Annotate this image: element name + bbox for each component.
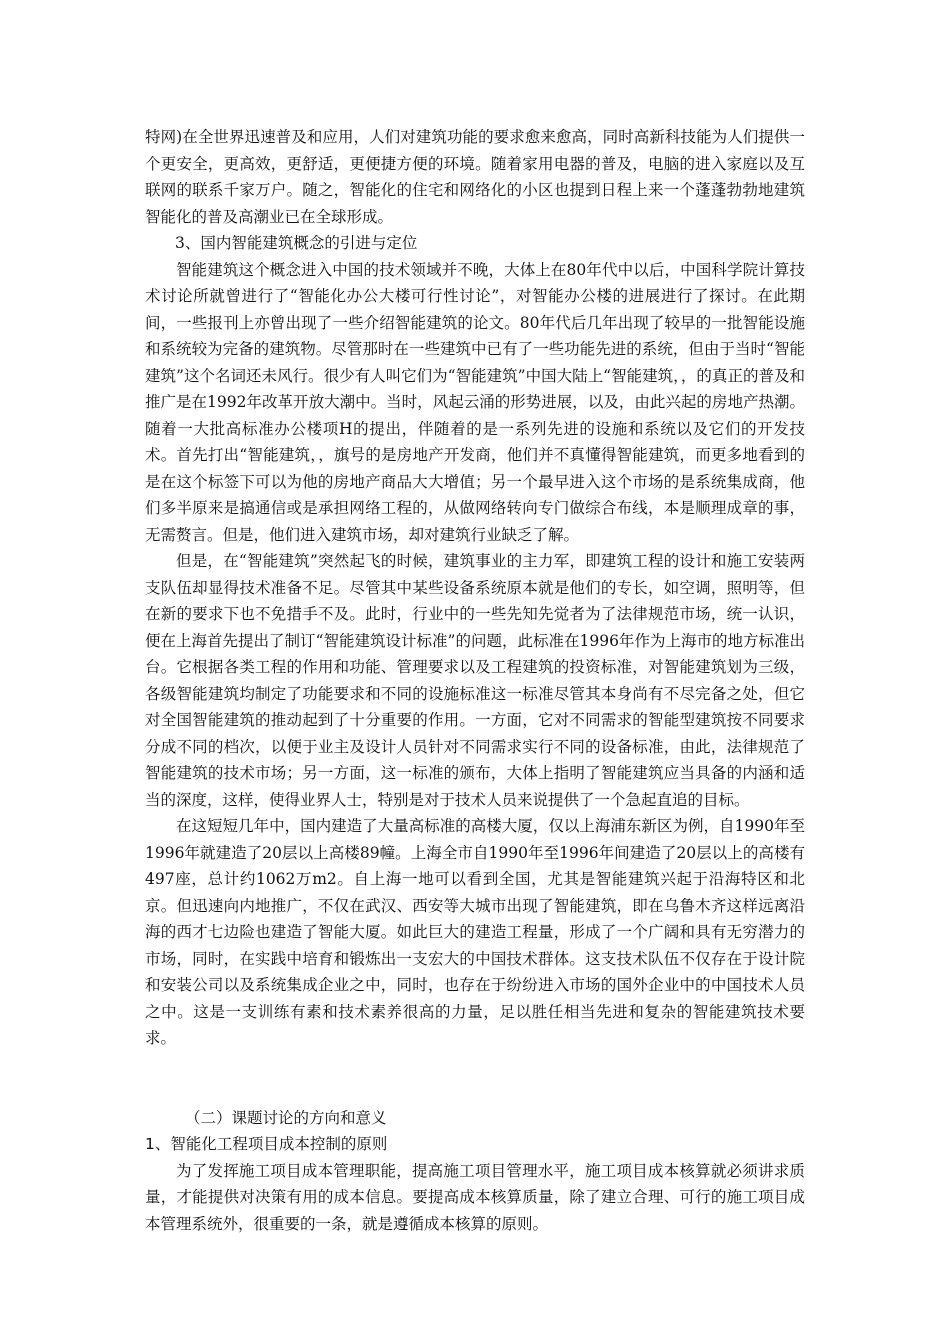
section-spacer	[145, 1052, 805, 1105]
paragraph-intro-continuation: 特网)在全世界迅速普及和应用，人们对建筑功能的要求愈来愈高，同时高新科技能为人们提供一个更安全，更高效，更舒适，更便捷方便的环境。随着家用电器的普及，电脑的进入家庭以及互联网的联系千家万户。随之，智能化的住宅和网络化的小区也提到日程上来一个蓬蓬勃勃地建筑智能化的普及高潮业已在全球形成。	[145, 128, 805, 226]
paragraph-concept-introduction: 智能建筑这个概念进入中国的技术领域并不晚，大体上在80年代中以后，中国科学院计算技术讨论所就曾进行了“智能化办公大楼可行性讨论”，对智能办公楼的进展进行了探讨。在此期间，一些报刊上亦曾出现了一些介绍智能建筑的论文。80年代后几年出现了较早的一批智能设施和系统较为完备的建筑物。尽管那时在一些建筑中已有了一些功能先进的系统，但由于当时“智能建筑”这个名词还未风行。很少有人叫它们为“智能建筑”中国大陆上“智能建筑，，的真正的普及和推广是在1992年改革开放大潮中。当时，风起云涌的形势进展，以及，由此兴起的房地产热潮。随着一大批高标准办公楼项H的提出，伴随着的是一系列先进的设施和系统以及它们的开发技术。首先打出“智能建筑，，旗号的是房地产开发商，他们并不真懂得智能建筑，而更多地看到的是在这个标签下可以为他的房地产商品大大增值；另一个最早进入这个市场的是系统集成商，他们多半原来是搞通信或是承担网络工程的，从做网络转向专门做综合布线，本是顺理成章的事，无需赘言。但是，他们进入建筑市场，却对建筑行业缺乏了解。	[145, 260, 805, 544]
heading-cost-control-principles: 1、智能化工程项目成本控制的原则	[145, 1135, 388, 1153]
heading-domestic-intelligent-building: 3、国内智能建筑概念的引进与定位	[175, 234, 418, 252]
paragraph-design-standard: 但是，在“智能建筑”突然起飞的时候，建筑事业的主力军，即建筑工程的设计和施工安装两支队伍却显得技术准备不足。尽管其中某些设备系统原本就是他们的专长，如空调，照明等，但在新的要求下也不免措手不及。此时，行业中的一些先知先觉者为了法律规范市场，统一认识，便在上海首先提出了制订“智能建筑设计标准”的问题，此标准在1996年作为上海市的地方标准出台。它根据各类工程的作用和功能、管理要求以及工程建筑的投资标准，对智能建筑划为三级，各级智能建筑均制定了功能要求和不同的设施标准这一标准尽管其本身尚有不尽完备之处，但它对全国智能建筑的推动起到了十分重要的作用。一方面，它对不同需求的智能型建筑按不同要求分成不同的档次，以便于业主及设计人员针对不同需求实行不同的设备标准，由此，法律规范了智能建筑的技术市场；另一方面，这一标准的颁布，大体上指明了智能建筑应当具备的内涵和适当的深度，这样，使得业界人士，特别是对于技术人员来说提供了一个急起直追的目标。	[145, 552, 805, 809]
paragraph-construction-boom: 在这短短几年中，国内建造了大量高标准的高楼大厦，仅以上海浦东新区为例，自1990年至1996年就建造了20层以上高楼89幢。上海全市自1990年至1996年间建造了20层以上的高楼有497座，总计约1062万m2。自上海一地可以看到全国，尤其是智能建筑兴起于沿海特区和北京。但迅速向内地推广，不仅在武汉、西安等大城市出现了智能建筑，即在乌鲁木齐这样远离沿海的西才七边险也建造了智能大厦。如此巨大的建造工程量，形成了一个广阔和具有无穷潜力的市场，同时，在实践中培育和锻炼出一支宏大的中国技术群体。这支技术队伍不仅存在于设计院和安装公司以及系统集成企业之中，同时，也存在于纷纷进入市场的国外企业中的中国技术人员之中。这是一支训练有素和技术素养很高的力量，足以胜任相当先进和复杂的智能建筑技术要求。	[145, 817, 805, 1047]
subheading-topic-direction: （二）课题讨论的方向和意义	[185, 1108, 387, 1127]
paragraph-cost-accounting: 为了发挥施工项目成本管理职能，提高施工项目管理水平，施工项目成本核算就必须讲求质量，才能提供对决策有用的成本信息。要提高成本核算质量，除了建立合理、可行的施工项目成本管理系统外，很重要的一条，就是遵循成本核算的原则。	[145, 1161, 805, 1233]
document-body	[145, 124, 805, 1237]
